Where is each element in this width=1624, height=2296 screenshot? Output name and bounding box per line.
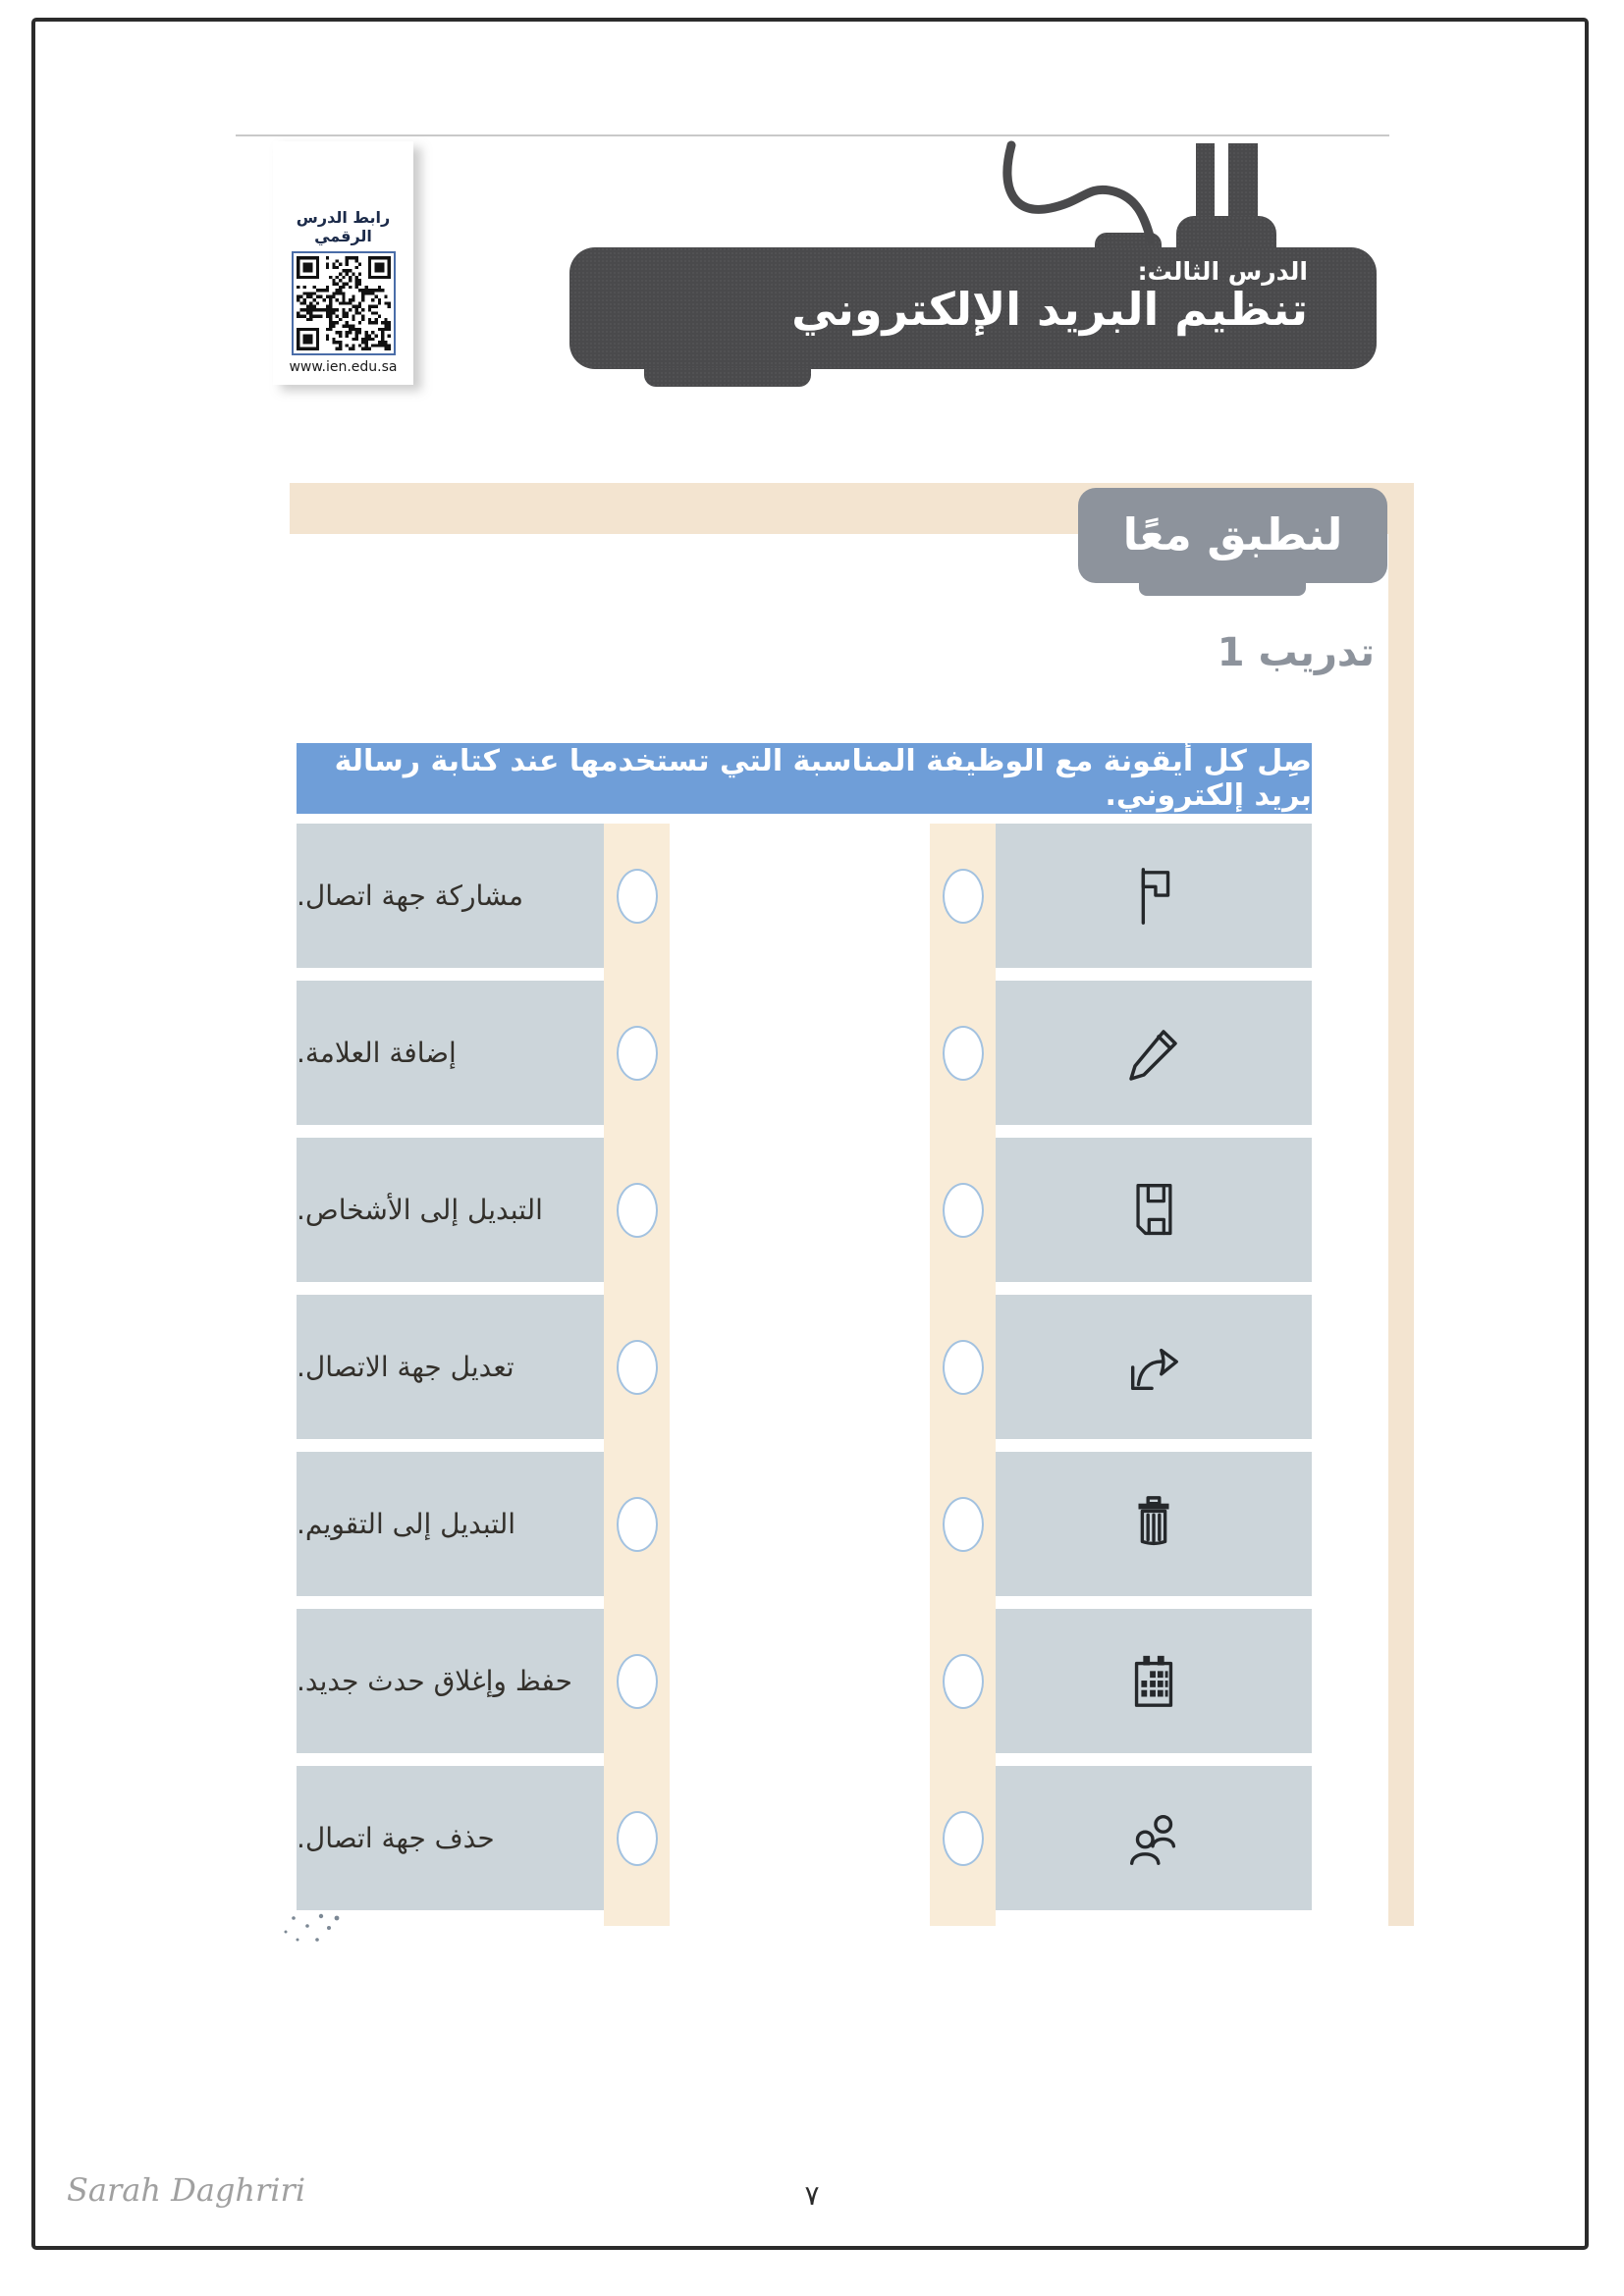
qr-card-label: رابط الدرس الرقمي: [296, 208, 391, 245]
connector-slot: [930, 1452, 996, 1596]
match-row: [297, 1452, 1312, 1596]
connector-circle-right[interactable]: [943, 1497, 984, 1552]
connector-circle-right[interactable]: [943, 1654, 984, 1709]
footer-page-number: ٧: [804, 2179, 820, 2212]
icon-cell: [996, 824, 1312, 968]
apply-banner-tab: [1139, 583, 1306, 596]
connector-slot: [604, 1609, 670, 1753]
pencil-icon: [1122, 1022, 1185, 1085]
lesson-banner: [569, 247, 1377, 369]
function-label: تعديل جهة الاتصال.: [297, 1351, 514, 1383]
connector-slot: [930, 981, 996, 1125]
function-label: التبديل إلى التقويم.: [297, 1508, 516, 1540]
connector-circle-right[interactable]: [943, 1026, 984, 1081]
lesson-kicker: الدرس الثالث:: [1137, 257, 1308, 286]
exercise-label: تدريب 1: [1217, 630, 1375, 675]
match-row: [297, 1609, 1312, 1753]
connector-circle-left[interactable]: [617, 1497, 658, 1552]
connector-circle-left[interactable]: [617, 869, 658, 924]
calendar-icon: [1123, 1649, 1184, 1714]
table-rows: [297, 824, 1312, 1910]
footer-author: Sarah Daghriri: [67, 2171, 306, 2209]
match-row: [297, 1766, 1312, 1910]
match-row: [297, 981, 1312, 1125]
connector-slot: [930, 824, 996, 968]
match-row: [297, 1138, 1312, 1282]
apply-banner: لنطبق معًا: [1078, 488, 1387, 583]
exercise-table: [297, 743, 1312, 1923]
function-label: مشاركة جهة اتصال.: [297, 880, 524, 912]
function-label: حفظ وإغلاق حدث جديد.: [297, 1665, 572, 1697]
connector-circle-left[interactable]: [617, 1026, 658, 1081]
connector-circle-left[interactable]: [617, 1654, 658, 1709]
flag-icon: [1123, 864, 1184, 929]
table-instruction: صِل كل أيقونة مع الوظيفة المناسبة التي تستخدمها عند كتابة رسالة بريد إلكتروني.: [297, 743, 1312, 814]
match-row: [297, 1295, 1312, 1439]
icon-cell: [996, 981, 1312, 1125]
connector-slot: [604, 1452, 670, 1596]
qr-card-url: www.ien.edu.sa: [289, 359, 398, 375]
icon-cell: [996, 1609, 1312, 1753]
icon-cell: [996, 1295, 1312, 1439]
connector-slot: [930, 1295, 996, 1439]
cable-icon: [990, 135, 1171, 245]
connector-slot: [604, 981, 670, 1125]
match-row: [297, 824, 1312, 968]
connector-circle-right[interactable]: [943, 1811, 984, 1866]
connector-slot: [604, 824, 670, 968]
connector-circle-right[interactable]: [943, 869, 984, 924]
function-cell: [297, 1609, 604, 1753]
connector-slot: [604, 1766, 670, 1910]
qr-code: [292, 251, 396, 355]
connector-slot: [604, 1295, 670, 1439]
icon-cell: [996, 1452, 1312, 1596]
function-label: التبديل إلى الأشخاص.: [297, 1194, 543, 1226]
function-cell: [297, 981, 604, 1125]
connector-slot: [604, 1138, 670, 1282]
header-rule: [236, 134, 1389, 136]
connector-circle-left[interactable]: [617, 1340, 658, 1395]
connector-slot: [930, 1609, 996, 1753]
save-icon: [1124, 1178, 1183, 1243]
section-strip-vertical: [1388, 483, 1414, 1926]
icon-cell: [996, 1138, 1312, 1282]
people-icon: [1121, 1807, 1186, 1870]
share-icon: [1121, 1337, 1186, 1398]
function-cell: [297, 824, 604, 968]
function-label: حذف جهة اتصال.: [297, 1822, 495, 1854]
function-label: إضافة العلامة.: [297, 1037, 457, 1069]
trash-icon: [1123, 1492, 1184, 1557]
lesson-title: تنظيم البريد الإلكتروني: [791, 283, 1308, 336]
connector-slot: [930, 1766, 996, 1910]
connector-circle-right[interactable]: [943, 1340, 984, 1395]
connector-slot: [930, 1138, 996, 1282]
icon-cell: [996, 1766, 1312, 1910]
function-cell: [297, 1766, 604, 1910]
connector-circle-left[interactable]: [617, 1183, 658, 1238]
qr-card: [273, 141, 413, 385]
lesson-banner-tab: [644, 367, 811, 387]
function-cell: [297, 1295, 604, 1439]
connector-circle-left[interactable]: [617, 1811, 658, 1866]
function-cell: [297, 1138, 604, 1282]
function-cell: [297, 1452, 604, 1596]
connector-circle-right[interactable]: [943, 1183, 984, 1238]
